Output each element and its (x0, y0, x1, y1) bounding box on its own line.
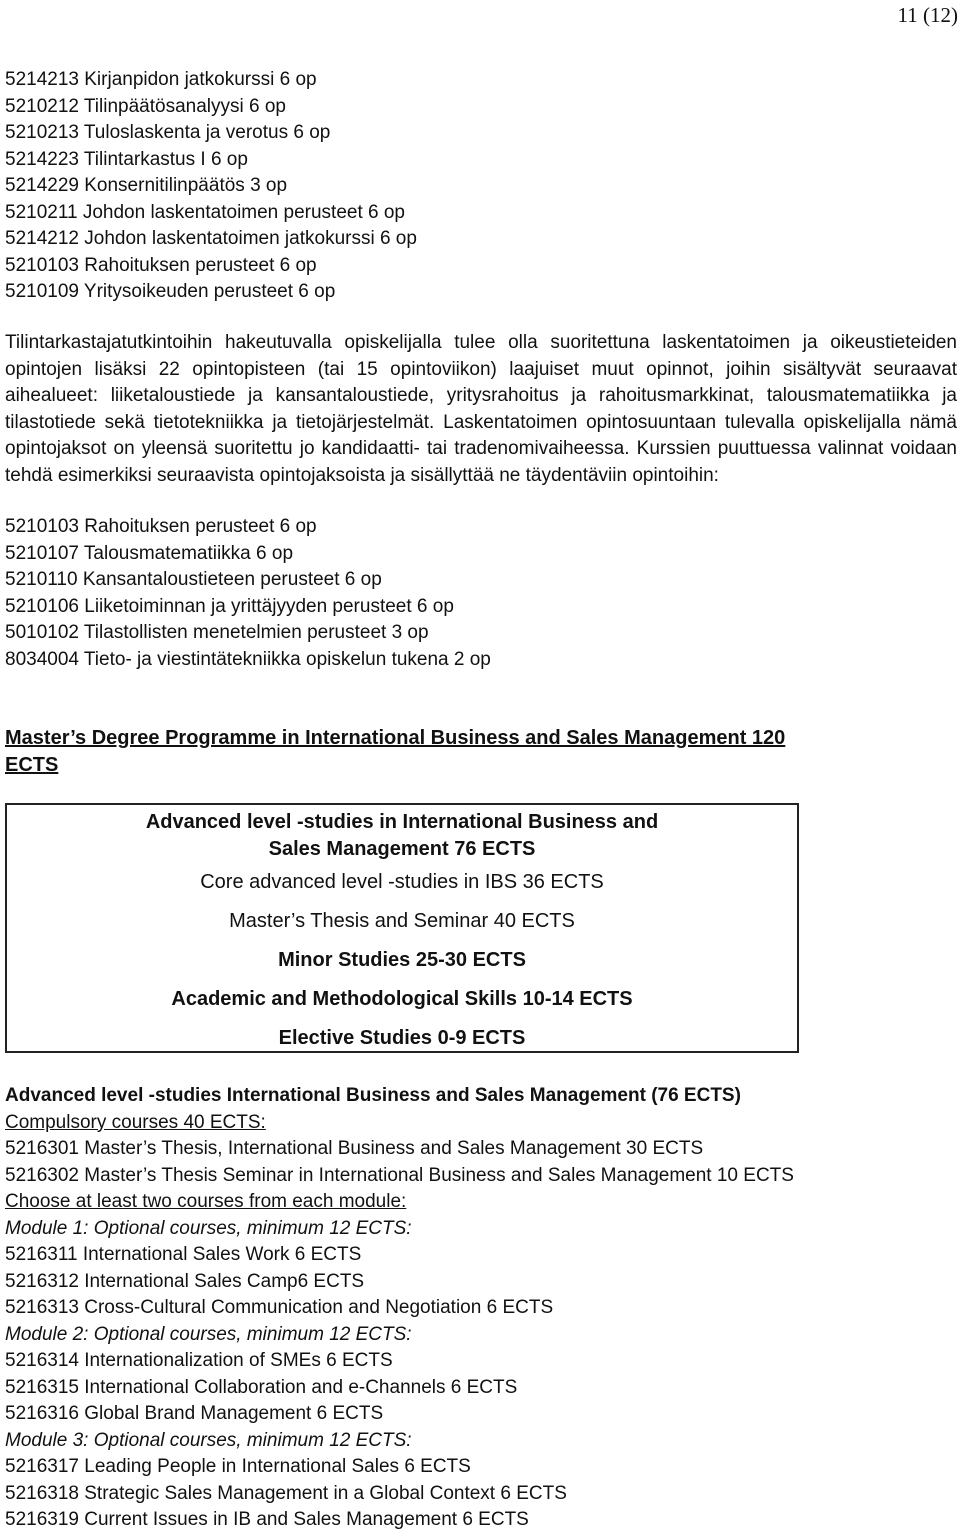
list-item: 5216315 International Collaboration and e-Channels 6 ECTS (5, 1376, 518, 1398)
list-item: 5216318 Strategic Sales Management in a Global Context 6 ECTS (5, 1482, 567, 1504)
list-item: 5210103 Rahoituksen perusteet 6 op (5, 254, 317, 276)
list-item: 5210213 Tuloslaskenta ja verotus 6 op (5, 122, 331, 143)
master-title-line-2: ECTS (5, 753, 59, 776)
compulsory-heading: Compulsory courses 40 ECTS: (5, 1111, 266, 1133)
structure-skills: Academic and Methodological Skills 10-14 ECTS (171, 988, 633, 1010)
structure-heading-line-2: Sales Management 76 ECTS (268, 837, 536, 860)
courses-intro-list (5, 67, 957, 306)
list-item: 5210107 Talousmatematiikka 6 op (5, 542, 294, 564)
list-item: 5210211 Johdon laskentatoimen perusteet 6 op (5, 201, 406, 223)
module-1-heading: Module 1: Optional courses, minimum 12 ECTS: (5, 1217, 412, 1239)
list-item: 5216317 Leading People in International Sales 6 ECTS (5, 1456, 471, 1477)
structure-heading (7, 809, 797, 862)
master-programme-heading (5, 725, 957, 778)
list-item: 5214212 Johdon laskentatoimen jatkokurssi 6 op (5, 228, 417, 249)
list-item: 5216313 Cross-Cultural Communication and Negotiation 6 ECTS (5, 1297, 554, 1318)
courses-supplement-list (5, 514, 957, 673)
list-item: 5216319 Current Issues in IB and Sales Management 6 ECTS (5, 1509, 529, 1530)
list-item: 5210109 Yritysoikeuden perusteet 6 op (5, 281, 336, 302)
list-item: 5216311 International Sales Work 6 ECTS (5, 1244, 362, 1265)
structure-minor: Minor Studies 25-30 ECTS (278, 949, 526, 971)
list-item: 5216301 Master’s Thesis, International Business and Sales Management 30 ECTS (5, 1138, 704, 1159)
list-item: 5216316 Global Brand Management 6 ECTS (5, 1403, 384, 1424)
list-item: 5216314 Internationalization of SMEs 6 ECTS (5, 1350, 393, 1371)
list-item: 8034004 Tieto- ja viestintätekniikka opiskelun tukena 2 op (5, 648, 491, 670)
list-item: 5216302 Master’s Thesis Seminar in International Business and Sales Management 10 ECTS (5, 1164, 794, 1186)
list-item: 5216312 International Sales Camp6 ECTS (5, 1270, 365, 1292)
structure-elective: Elective Studies 0-9 ECTS (278, 1027, 526, 1049)
page-number: 11 (12) (897, 3, 958, 27)
advanced-studies-section (5, 1083, 957, 1534)
programme-structure-box (5, 803, 799, 1053)
choose-note: Choose at least two courses from each module: (5, 1191, 407, 1212)
auditor-requirements-section (5, 330, 957, 489)
list-item: 5010102 Tilastollisten menetelmien perusteet 3 op (5, 622, 429, 643)
list-item: 5210106 Liiketoiminnan ja yrittäjyyden perusteet 6 op (5, 595, 454, 617)
master-title-line-1: Master’s Degree Programme in International Business and Sales Management 120 (5, 727, 786, 749)
structure-core: Core advanced level -studies in IBS 36 ECTS (200, 871, 604, 893)
list-item: 5210110 Kansantaloustieteen perusteet 6 op (5, 569, 382, 590)
list-item: 5214213 Kirjanpidon jatkokurssi 6 op (5, 69, 317, 90)
advanced-heading: Advanced level -studies International Business and Sales Management (76 ECTS) (5, 1085, 741, 1106)
auditor-requirements-paragraph: Tilintarkastajatutkintoihin hakeutuvalla opiskelijalla tulee olla suoritettuna laskentatoimen ja oikeustieteiden opintojen lisäksi 22 opintopisteen (tai 15 opintoviikon) laajuiset muut opinnot, joihin sisältyvät seuraavat aihealueet: liiketaloustiede ja kansantaloustiede, yritysrahoitus ja rahoitusmarkkinat, talousmatematiikka ja tilastotiede sekä tietotekniikka ja tietojärjestelmät. Laskentatoimen opintosuuntaan tulevalla opiskelijalla nämä opintojaksot on yleensä suoritettu jo kandidaatti- tai tradenomivaiheessa. Kurssien puuttuessa valinnat voidaan tehdä esimerkiksi seuraavista opintojaksoista ja sisällyttää ne täydentäviin opintoihin: (5, 332, 957, 486)
structure-heading-line-1: Advanced level -studies in International Business and (145, 811, 659, 833)
list-item: 5210212 Tilinpäätösanalyysi 6 op (5, 95, 286, 117)
list-item: 5214229 Konsernitilinpäätös 3 op (5, 175, 288, 196)
list-item: 5210103 Rahoituksen perusteet 6 op (5, 516, 317, 537)
module-3-heading: Module 3: Optional courses, minimum 12 ECTS: (5, 1429, 412, 1451)
list-item: 5214223 Tilintarkastus I 6 op (5, 148, 248, 170)
structure-thesis: Master’s Thesis and Seminar 40 ECTS (229, 910, 575, 932)
module-2-heading: Module 2: Optional courses, minimum 12 ECTS: (5, 1323, 412, 1345)
